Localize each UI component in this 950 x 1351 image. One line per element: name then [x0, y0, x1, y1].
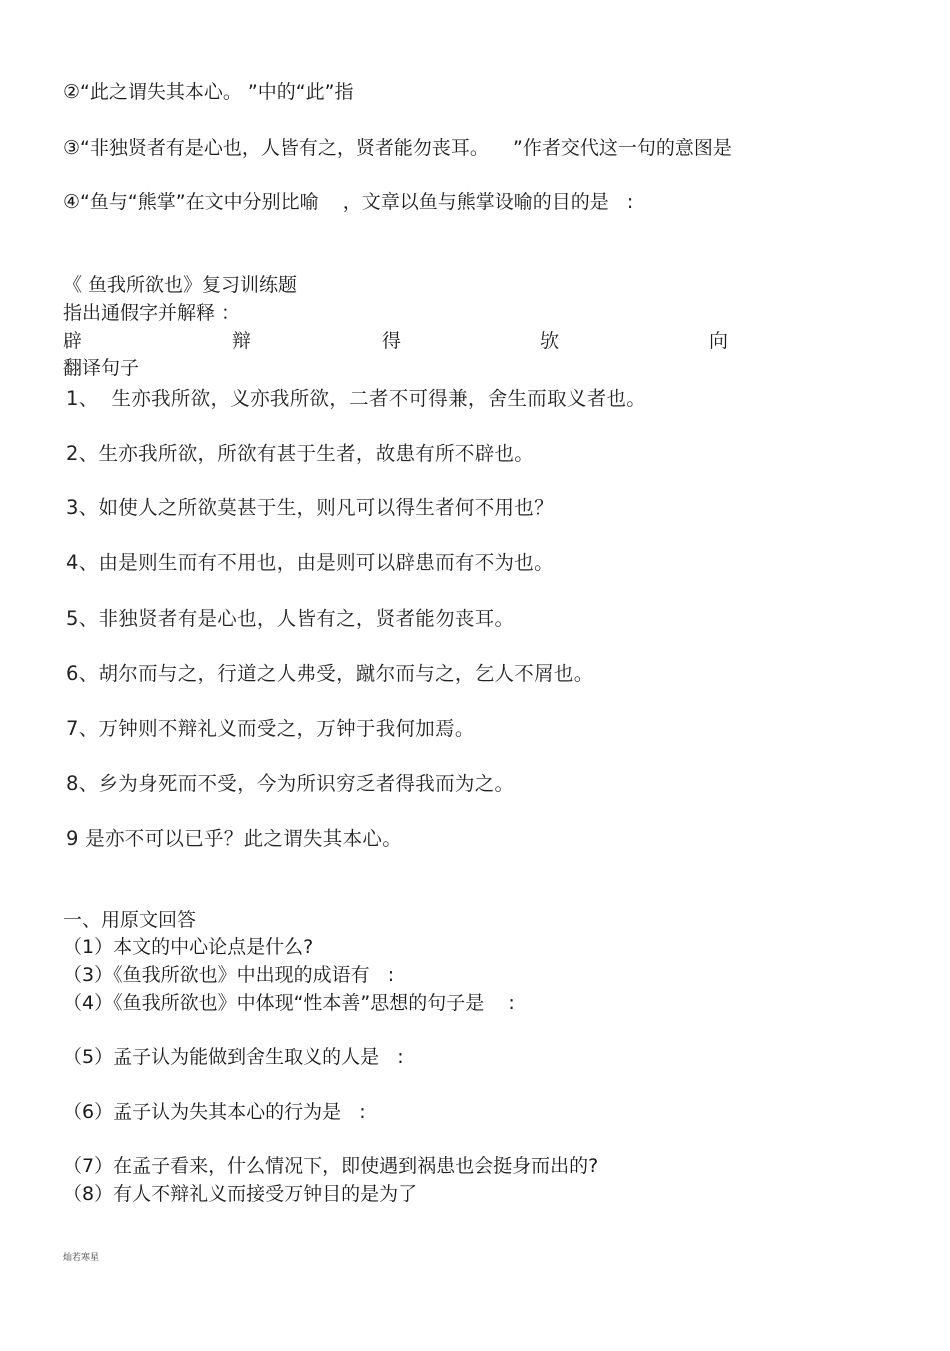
sentence-9: 9 是亦不可以已乎？此之谓失其本心。: [66, 827, 403, 850]
tongjia-heading: 指出通假字并解释 ：: [63, 302, 241, 324]
tongjia-char: 向: [709, 330, 729, 352]
tongjia-char: 得: [382, 330, 402, 352]
answer-question-8: （8）有人不辩礼义而接受万钟目的是为了: [63, 1183, 418, 1205]
answer-question-5: （5）孟子认为能做到舍生取义的人是 :: [63, 1046, 404, 1068]
tongjia-char: 辟: [63, 330, 83, 352]
question-3: ③“非独贤者有是心也，人皆有之，贤者能勿丧耳。 ”作者交代这一句的意图是: [63, 137, 732, 159]
sentence-6: 6、胡尔而与之，行道之人弗受，蹴尔而与之，乞人不屑也。: [66, 662, 594, 685]
sentence-7: 7、万钟则不辩礼义而受之，万钟于我何加焉。: [66, 717, 475, 740]
answer-question-7: （7）在孟子看来，什么情况下，即使遇到祸患也会挺身而出的?: [63, 1155, 599, 1177]
translate-heading: 翻译句子: [63, 357, 140, 379]
sentence-4: 4、由是则生而有不用也，由是则可以辟患而有不为也。: [66, 551, 554, 574]
answer-question-4: （4）《鱼我所欲也》中体现“性本善”思想的句子是 :: [63, 992, 515, 1014]
answer-heading: 一、用原文回答: [63, 909, 197, 931]
sentence-5: 5、非独贤者有是心也，人皆有之，贤者能勿丧耳。: [66, 607, 515, 630]
tongjia-char: 辩: [232, 330, 252, 352]
answer-question-1: （1）本文的中心论点是什么?: [63, 936, 314, 958]
sentence-1: 1、 生亦我所欲，义亦我所欲，二者不可得兼，舍生而取义者也。: [66, 387, 647, 410]
sentence-8: 8、乡为身死而不受，今为所识穷乏者得我而为之。: [66, 772, 515, 795]
answer-question-3: （3）《鱼我所欲也》中出现的成语有 :: [63, 964, 395, 986]
sentence-2: 2、生亦我所欲，所欲有甚于生者，故患有所不辟也。: [66, 442, 535, 465]
sentence-3: 3、如使人之所欲莫甚于生，则凡可以得生者何不用也？: [66, 496, 554, 519]
footer-text: 灿若寒星: [63, 1253, 100, 1263]
section-title: 《 鱼我所欲也》复习训练题: [63, 274, 298, 296]
question-2: ②“此之谓失其本心。 ”中的“此”指: [63, 81, 354, 103]
tongjia-char: 欤: [540, 330, 560, 352]
answer-question-6: （6）孟子认为失其本心的行为是 :: [63, 1101, 366, 1123]
question-4: ④“鱼与“熊掌”在文中分别比喻 ，文章以鱼与熊掌设喻的目的是 :: [63, 191, 634, 213]
